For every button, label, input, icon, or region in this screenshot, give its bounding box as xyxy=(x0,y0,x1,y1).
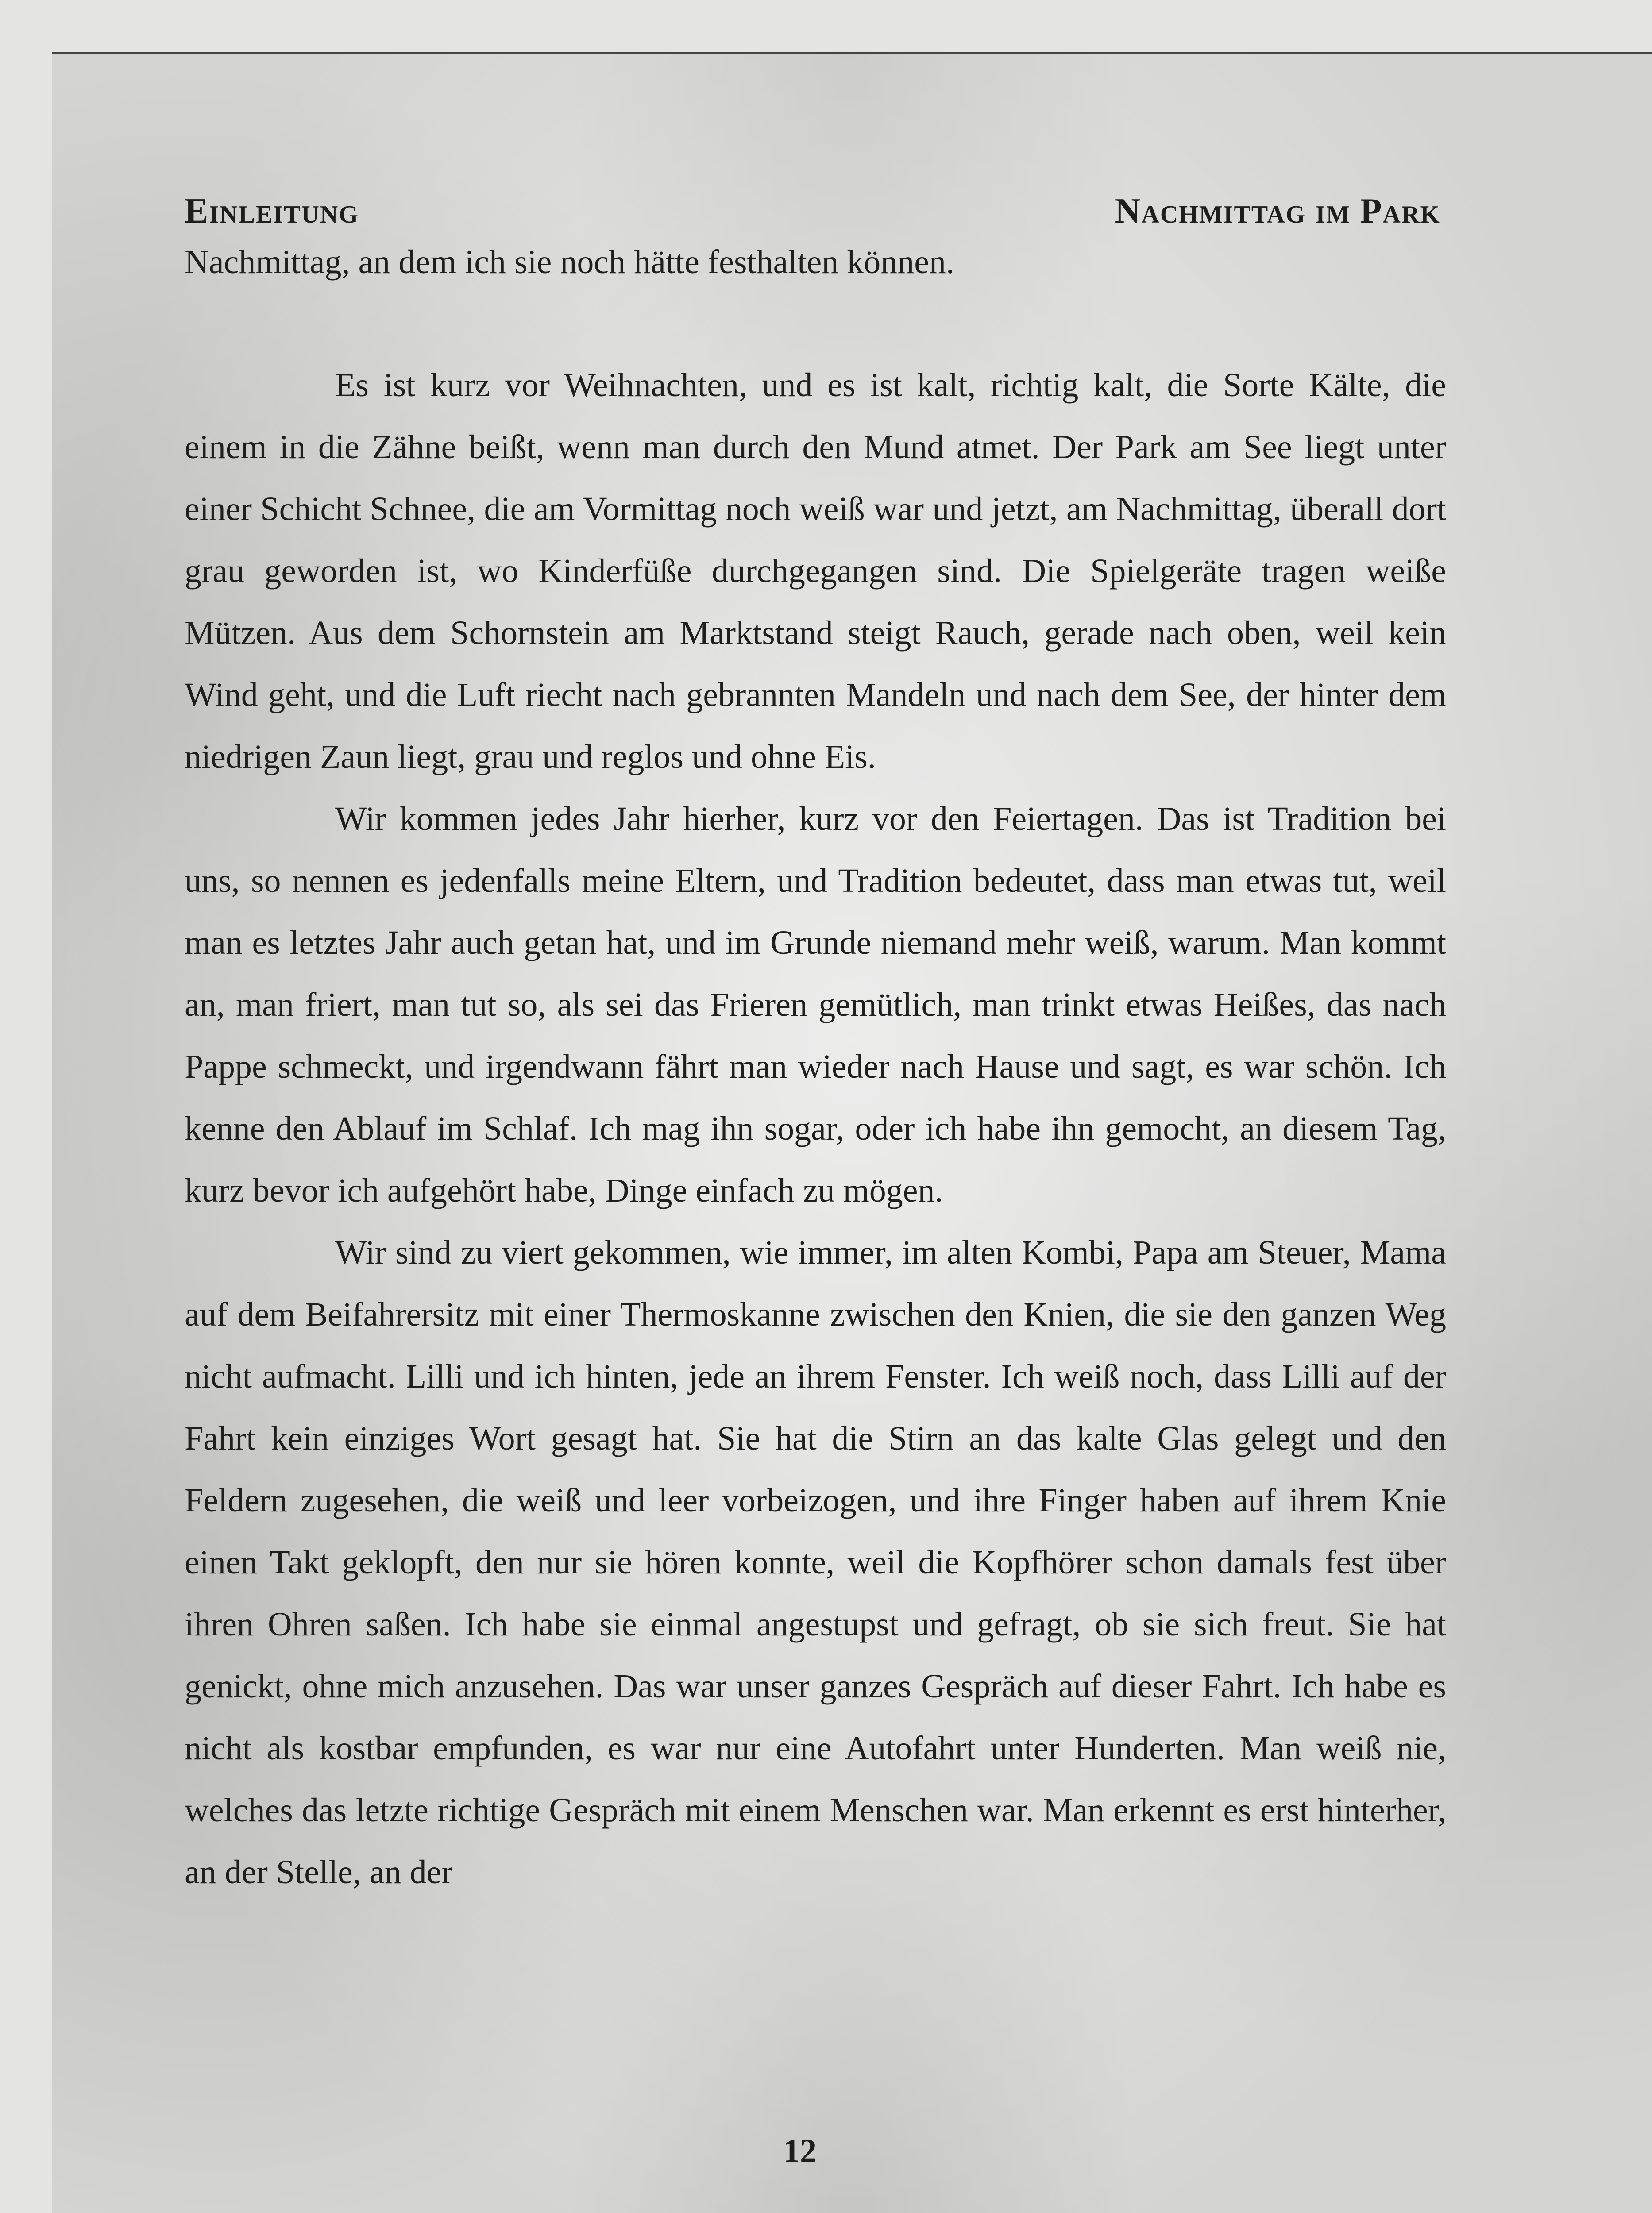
book-page xyxy=(52,52,1652,2213)
paragraph: Wir kommen jedes Jahr hierher, kurz vor den Feiertagen. Das ist Tradition bei uns, so nennen es jedenfalls meine Eltern, und Tradition bedeutet, dass man etwas tut, weil man es letztes Jahr auch getan hat, und im Grunde niemand mehr weiß, warum. Man kommt an, man friert, man tut so, als sei das Frieren gemütlich, man trinkt etwas Heißes, das nach Pappe schmeckt, und irgendwann fährt man wieder nach Hause und sagt, es war schön. Ich kenne den Ablauf im Schlaf. Ich mag ihn sogar, oder ich habe ihn gemocht, an diesem Tag, kurz bevor ich aufgehört habe, Dinge einfach zu mögen. xyxy=(185,800,1446,1209)
running-head-chapter: Einleitung xyxy=(185,192,359,231)
page-number: 12 xyxy=(783,2132,817,2170)
paragraph: Es ist kurz vor Weihnachten, und es ist kalt, richtig kalt, die Sorte Kälte, die einem in die Zähne beißt, wenn man durch den Mund atmet. Der Park am See liegt unter einer Schicht Schnee, die am Vormittag noch weiß war und jetzt, am Nachmittag, überall dort grau geworden ist, wo Kinderfüße durchgegangen sind. Die Spielgeräte tragen weiße Mützen. Aus dem Schornstein am Marktstand steigt Rauch, gerade nach oben, weil kein Wind geht, und die Luft riecht nach gebrannten Mandeln und nach dem See, der hinter dem niedrigen Zaun liegt, grau und reglos und ohne Eis. xyxy=(185,366,1446,775)
running-head-section: Nachmittag im Park xyxy=(1115,192,1440,231)
paragraph: Wir sind zu viert gekommen, wie immer, im alten Kombi, Papa am Steuer, Mama auf dem Beifahrersitz mit einer Thermoskanne zwischen den Knien, die sie den ganzen Weg nicht aufmacht. Lilli und ich hinten, jede an ihrem Fenster. Ich weiß noch, dass Lilli auf der Fahrt kein einziges Wort gesagt hat. Sie hat die Stirn an das kalte Glas gelegt und den Feldern zugesehen, die weiß und leer vorbeizogen, und ihre Finger haben auf ihrem Knie einen Takt geklopft, den nur sie hören konnte, weil die Kopfhörer schon damals fest über ihren Ohren saßen. Ich habe sie einmal angestupst und gefragt, ob sie sich freut. Sie hat genickt, ohne mich anzusehen. Das war unser ganzes Gespräch auf dieser Fahrt. Ich habe es nicht als kostbar empfunden, es war nur eine Autofahrt unter Hunderten. Man weiß nie, welches das letzte richtige Gespräch mit einem Menschen war. Man erkennt es erst hinterher, an der Stelle, an der xyxy=(185,1234,1446,1891)
paragraph-continuation: Nachmittag, an dem ich sie noch hätte festhalten können. xyxy=(185,243,954,281)
body-text xyxy=(185,231,1446,1903)
